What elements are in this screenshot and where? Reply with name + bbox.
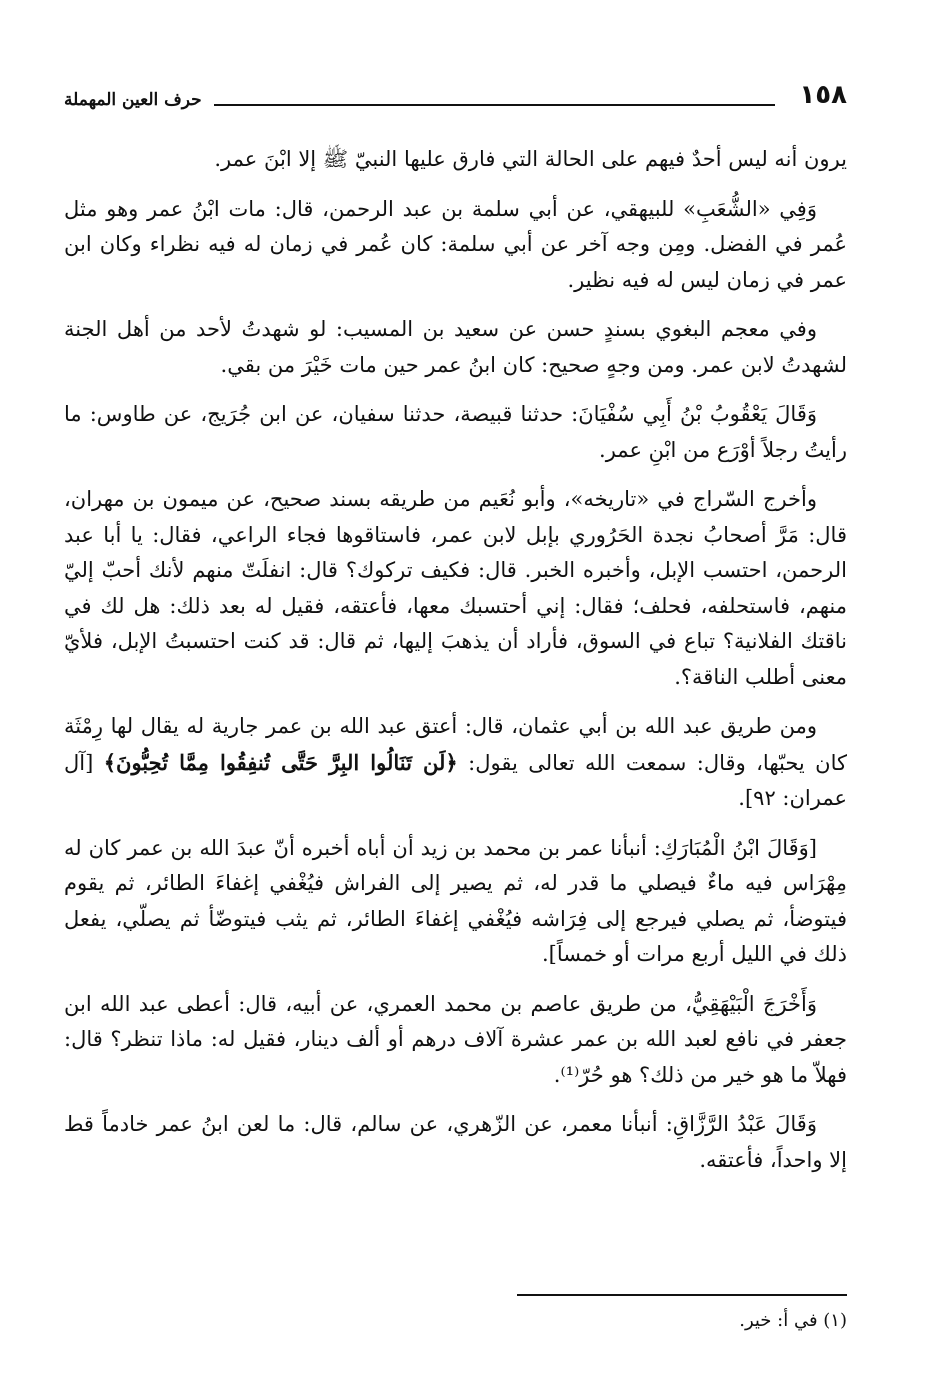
quran-paragraph <box>64 709 847 817</box>
paragraph: وَقَالَ عَبْدُ الرَّزَّاقِ: أنبأنا معمر، عن الزّهري، عن سالم، قال: ما لعن ابنُ عمر خادماً قط إلا واحداً، فأعتقه. <box>64 1112 847 1172</box>
footnote: (١) في أ: خير. <box>739 1310 847 1331</box>
page-header <box>64 78 847 118</box>
running-title: حرف العين المهملة <box>64 90 202 110</box>
paragraph: وفي معجم البغوي بسندٍ حسن عن سعيد بن المسيب: لو شهدتُ لأحد من أهل الجنة لشهدتُ لابن عمر. ومن وجهٍ صحيح: كان ابنُ عمر حين مات خَيْرَ من بقي. <box>64 317 847 377</box>
paragraph: وَفِي «الشُّعَبِ» للبيهقي، عن أبي سلمة بن عبد الرحمن، قال: مات ابْنُ عمر وهو مثل عُمر في الفضل. ومِن وجه آخر عن أبي سلمة: كان عُمر في زمان له فيه نظراء وكان ابن عمر في زمان ليس له فيه نظير. <box>64 196 847 292</box>
paragraph: وَأَخْرَجَ الْبَيْهَقِيُّ، من طريق عاصم بن محمد العمري، عن أبيه، قال: أعطى عبد الله ابن جعفر في نافع لعبد الله بن عمر عشرة آلاف درهم أو ألف دينار، فقيل له: ماذا تنظر؟ قال: فهلاّ ما هو خير من ذلك؟ هو حُرّ⁽¹⁾. <box>64 991 847 1087</box>
paragraph: يرون أنه ليس أحدٌ فيهم على الحالة التي فارق عليها النبيّ ﷺ إلا ابْنَ عمر. <box>214 147 847 171</box>
quran-verse: ﴿لَن تَنَالُوا البِرَّ حَتَّى تُنفِقُوا مِمَّا تُحِبُّونَ﴾ <box>103 749 458 775</box>
body-text <box>64 142 847 1178</box>
footnote-rule <box>517 1294 847 1296</box>
page-number: ١٥٨ <box>799 80 847 110</box>
book-page <box>64 78 847 1388</box>
paragraph: وَقَالَ يَعْقُوبُ بْنُ أَبِي سُفْيَانَ: حدثنا قبيصة، حدثنا سفيان، عن ابن جُرَيج، عن طاوس: ما رأيتُ رجلاً أوْرَع من ابْنِ عمر. <box>64 402 847 462</box>
quran-paragraph-intro: ومن طريق عبد الله بن أبي عثمان، قال: أعتق عبد الله بن عمر جارية له يقال لها رِمْثَة كان يحبّها، وقال: سمعت الله تعالى يقول: <box>64 714 847 775</box>
paragraph: وأخرج السّراج في «تاريخه»، وأبو نُعَيم من طريقه بسند صحيح، عن ميمون بن مهران، قال: مَرَّ أصحابُ نجدة الحَرُوري بإبل لابن عمر، فاستاقوها فجاء الراعي، فقال: يا أبا عبد الرحمن، احتسب الإبل، وأخبره الخبر. قال: فكيف تركوك؟ قال: انفلَتّ منهم لأنك أحبّ إليّ منهم، فاستحلفه، فحلف؛ فقال: إني أحتسبك معها، فأعتقه، فقيل له بعد ذلك: هل لك في ناقتك الفلانية؟ تباع في السوق، فأراد أن يذهبَ إليها، ثم قال: قد كنت احتسبتُ الإبل، فلأيّ معنى أطلب الناقة؟. <box>64 487 847 689</box>
header-rule <box>214 104 775 106</box>
paragraph: [وَقَالَ ابْنُ الْمُبَارَكِ: أنبأنا عمر بن محمد بن زيد أن أباه أخبره أنّ عبدَ الله بن عمر كان له مِهْرَاس فيه ماءٌ فيصلي ما قدر له، ثم يصير إلى الفراش فيُغْفي إغفاءَ الطائر، ثم يقوم فيتوضأ، ثم يصلي فيرجع إلى فِرَاشه فيُغْفي إغفاءَ الطائر، ثم يثب فيتوضّأ ثم يصلّي، يفعل ذلك في الليل أربع مرات أو خمساً]. <box>64 835 847 966</box>
quran-reference: [آل عمران: ٩٢]. <box>64 750 847 810</box>
